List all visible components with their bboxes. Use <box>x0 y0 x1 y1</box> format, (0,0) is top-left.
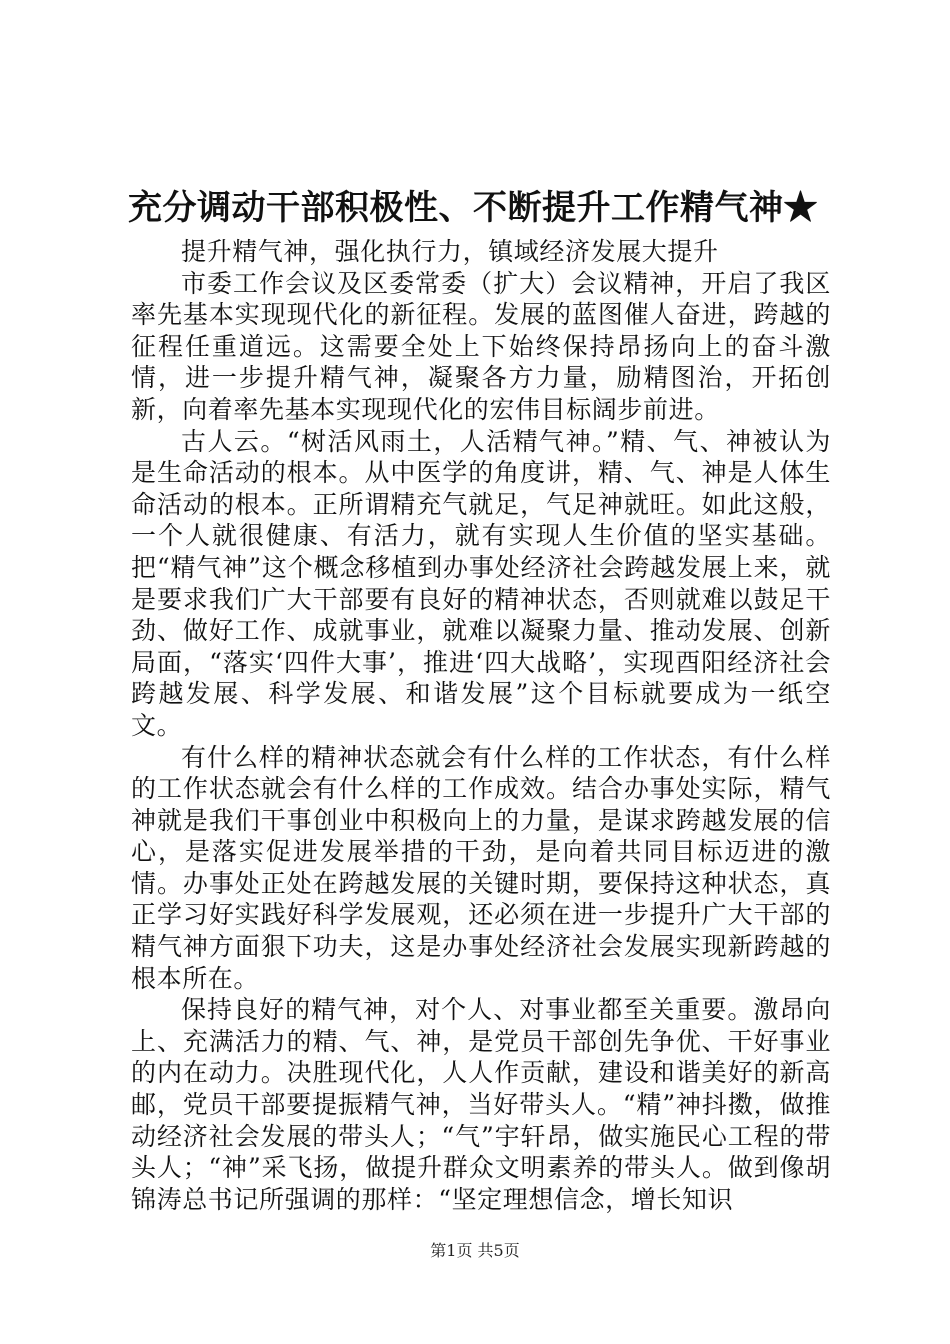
paragraph: 保持良好的精气神，对个人、对事业都至关重要。激昂向上、充满活力的精、气、神，是党员干部创先争优、干好事业的内在动力。决胜现代化，人人作贡献，建设和谐美好的新高邮，党员干部要提振精气神，当好带头人。“精”神抖擞，做推动经济社会发展的带头人；“气”宇轩昂，做实施民心工程的带头人；“神”采飞扬，做提升群众文明素养的带头人。做到像胡锦涛总书记所强调的那样：“坚定理想信念，增长知识 <box>131 995 831 1214</box>
paragraph: 市委工作会议及区委常委（扩大）会议精神，开启了我区率先基本实现现代化的新征程。发展的蓝图催人奋进，跨越的征程任重道远。这需要全处上下始终保持昂扬向上的奋斗激情，进一步提升精气神，凝聚各方力量，励精图治，开拓创新，向着率先基本实现现代化的宏伟目标阔步前进。 <box>131 268 831 424</box>
paragraph: 有什么样的精神状态就会有什么样的工作状态，有什么样的工作状态就会有什么样的工作成效。结合办事处实际，精气神就是我们干事创业中积极向上的力量，是谋求跨越发展的信心，是落实促进发展举措的干劲，是向着共同目标迈进的激情。办事处正处在跨越发展的关键时期，要保持这种状态，真正学习好实践好科学发展观，还必须在进一步提升广大干部的精气神方面狠下功夫，这是办事处经济社会发展实现新跨越的根本所在。 <box>131 742 831 993</box>
document-title: 充分调动干部积极性、不断提升工作精气神★ <box>128 188 818 228</box>
page-number-footer: 第1页 共5页 <box>430 1241 520 1260</box>
paragraph: 古人云。“树活风雨土，人活精气神。”精、气、神被认为是生命活动的根本。从中医学的角度讲，精、气、神是人体生命活动的根本。正所谓精充气就足，气足神就旺。如此这般，一个人就很健康、有活力，就有实现人生价值的坚实基础。把“精气神”这个概念移植到办事处经济社会跨越发展上来，就是要求我们广大干部要有良好的精神状态，否则就难以鼓足干劲、做好工作、成就事业，就难以凝聚力量、推动发展、创新局面，“落实‘四件大事’，推进‘四大战略’，实现酉阳经济社会跨越发展、科学发展、和谐发展”这个目标就要成为一纸空文。 <box>131 426 831 740</box>
document-body <box>131 236 831 1215</box>
paragraph-subtitle: 提升精气神，强化执行力，镇域经济发展大提升 <box>181 237 719 266</box>
